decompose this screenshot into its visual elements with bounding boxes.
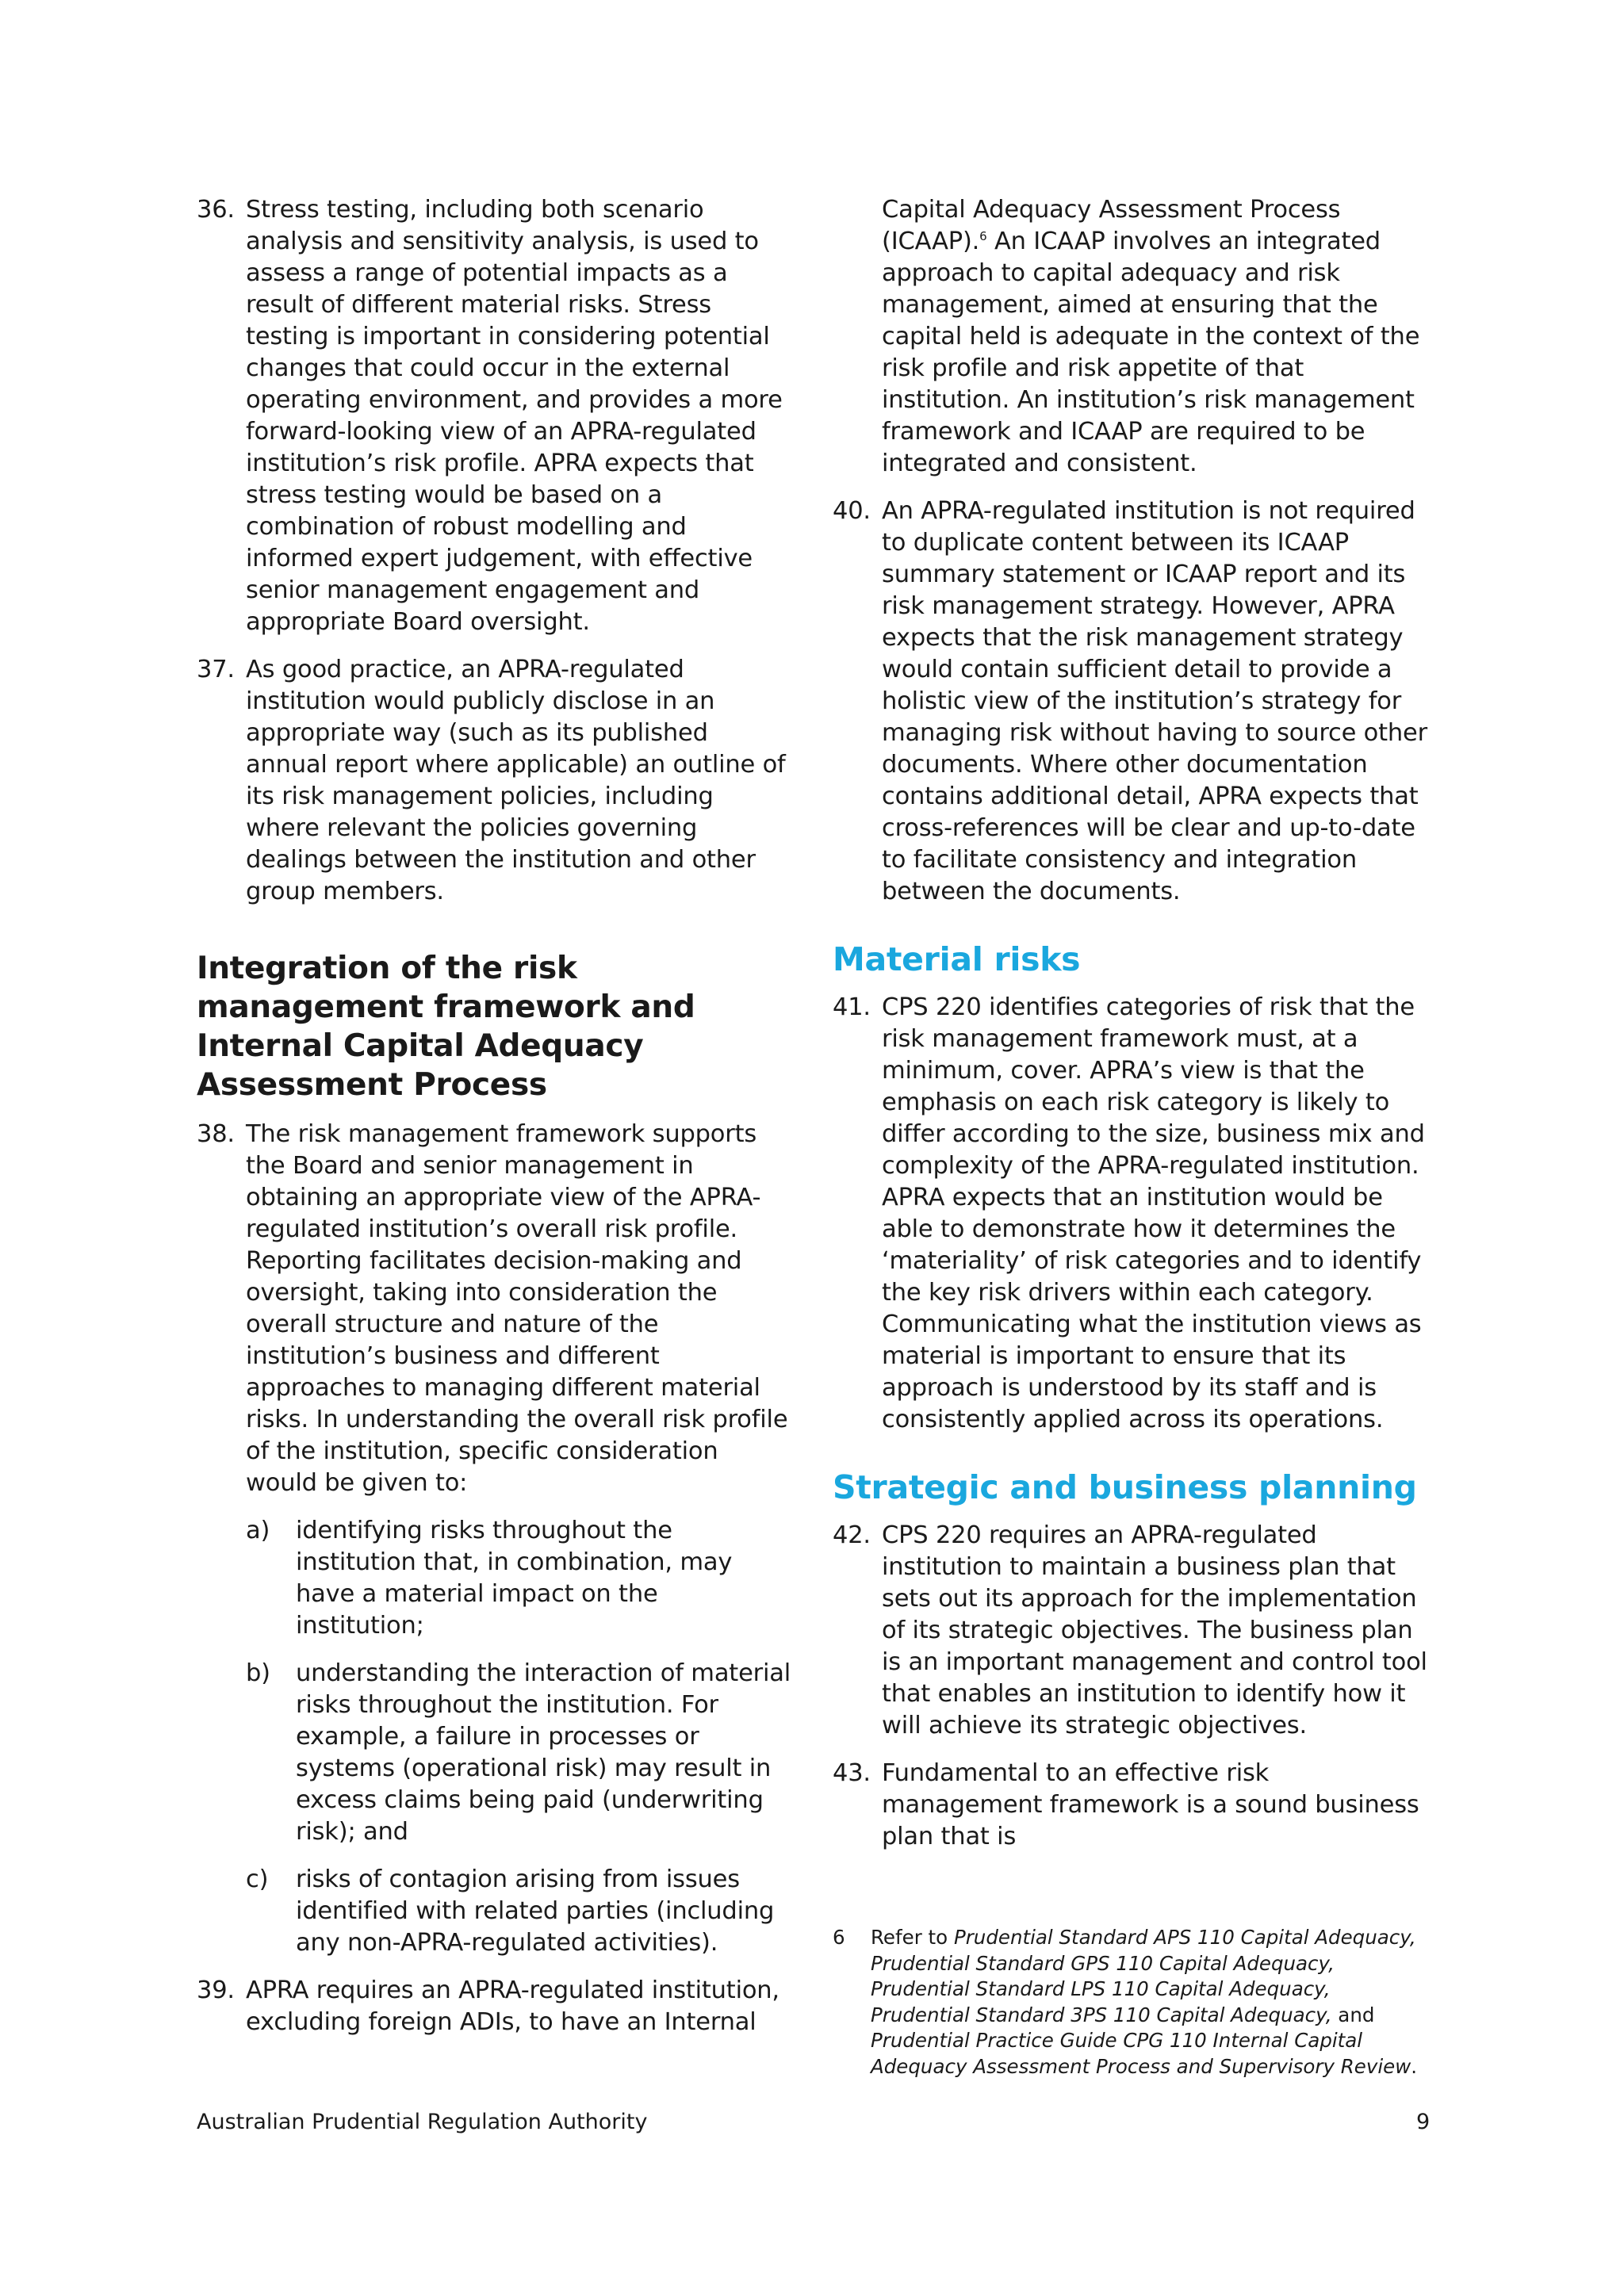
sub-item-text: risks of contagion arising from issues identified with related parties (including any non-APRA-regulated activities).	[296, 1866, 775, 1957]
paragraph-text: CPS 220 requires an APRA-regulated institution to maintain a business plan that sets out its approach for the implementation of its strategic objectives. The business plan is an important management and control tool that enables an institution to identify how it will achieve its strategic objectives.	[882, 1521, 1427, 1739]
paragraph-text: An APRA-regulated institution is not required to duplicate content between its ICAAP summary statement or ICAAP report and its risk management strategy. However, APRA expects that the risk management strategy would contain sufficient detail to provide a holistic view of the institution’s strategy for managing risk without having to source other documents. Where other documentation contains additional detail, APRA expects that cross-references will be clear and up-to-date to facilitate consistency and integration between the documents.	[882, 497, 1427, 905]
paragraph-number: 41.	[833, 993, 871, 1021]
sub-item-label: c)	[246, 1866, 269, 1893]
sub-item-label: a)	[246, 1517, 270, 1544]
paragraph-number: 38.	[197, 1120, 235, 1148]
footnote-number: 6	[833, 1926, 845, 1949]
sub-item-text: identifying risks throughout the institution that, in combination, may have a material impact on the institution;	[296, 1517, 733, 1640]
sub-item-b	[197, 1658, 793, 1848]
paragraph-42	[833, 1520, 1429, 1742]
footnote-practice-guide: Prudential Practice Guide CPG 110 Internal Capital Adequacy Assessment Process and Supervisory Review	[871, 2029, 1411, 2078]
paragraph-38	[197, 1119, 793, 1499]
section-heading-strategic-planning: Strategic and business planning	[833, 1468, 1417, 1506]
paragraph-36	[197, 194, 793, 638]
right-column	[833, 194, 1429, 1869]
paragraph-39-continued	[833, 194, 1429, 480]
paragraph-number: 36.	[197, 196, 235, 224]
paragraph-text: APRA requires an APRA-regulated institution, excluding foreign ADIs, to have an Internal	[246, 1976, 779, 2036]
paragraph-text-continued: An ICAAP involves an integrated approach to capital adequacy and risk management, aimed at ensuring that the capital held is adequate in the context of the risk profile and risk appetite of that institution. An institution’s risk management framework and ICAAP are required to be integrated and consistent.	[882, 228, 1420, 477]
footnote-end: .	[1411, 2054, 1418, 2078]
paragraph-number: 39.	[197, 1976, 235, 2004]
paragraph-39	[197, 1975, 793, 2038]
paragraph-text: Stress testing, including both scenario analysis and sensitivity analysis, is used to assess a range of potential impacts as a result of different material risks. Stress testing is important in considering potential changes that could occur in the external operating environment, and provides a more forward-looking view of an APRA-regulated institution’s risk profile. APRA expects that stress testing would be based on a combination of robust modelling and informed expert judgement, with effective senior management engagement and appropriate Board oversight.	[246, 196, 783, 636]
section-heading-integration: Integration of the risk management framework and Internal Capital Adequacy Assessment Process	[197, 951, 695, 1103]
footnote-text	[833, 1925, 1435, 2080]
paragraph-37	[197, 654, 793, 908]
footnote-refer: Refer to	[871, 1926, 954, 1949]
paragraph-number: 40.	[833, 497, 871, 525]
sub-item-label: b)	[246, 1659, 270, 1687]
footer-organisation: Australian Prudential Regulation Authority	[197, 2110, 648, 2134]
paragraph-43	[833, 1758, 1429, 1853]
paragraph-text: Capital Adequacy Assessment Process (ICAAP).	[882, 196, 1341, 255]
paragraph-text: Fundamental to an effective risk management framework is a sound business plan that is	[882, 1759, 1419, 1850]
footnote-and: and	[1331, 2003, 1375, 2026]
paragraph-41	[833, 992, 1429, 1436]
sub-item-text: understanding the interaction of material risks throughout the institution. For example, a failure in processes or systems (operational risk) may result in excess claims being paid (underwriting risk); and	[296, 1659, 791, 1846]
section-heading-material-risks: Material risks	[833, 940, 1081, 978]
footnote-reference: 6	[979, 228, 987, 243]
page-number: 9	[1416, 2110, 1431, 2134]
sub-item-c	[197, 1864, 793, 1959]
paragraph-text: The risk management framework supports the Board and senior management in obtaining an appropriate view of the APRA-regulated institution’s overall risk profile. Reporting facilitates decision-making and oversight, taking into consideration the overall structure and nature of the institution’s business and different approaches to managing different material risks. In understanding the overall risk profile of the institution, specific consideration would be given to:	[246, 1120, 788, 1497]
footnote-6	[833, 1925, 1435, 2080]
paragraph-40	[833, 496, 1429, 908]
paragraph-text: As good practice, an APRA-regulated institution would publicly disclose in an appropriate way (such as its published annual report where applicable) an outline of its risk management policies, including where relevant the policies governing dealings between the institution and other group members.	[246, 656, 786, 905]
footnote-standards: Prudential Standard APS 110 Capital Adequacy, Prudential Standard GPS 110 Capital Adequacy, Prudential Standard LPS 110 Capital Adequacy, Prudential Standard 3PS 110 Capital Adequacy,	[871, 1926, 1416, 2026]
paragraph-number: 42.	[833, 1521, 871, 1549]
left-column	[197, 194, 793, 2054]
paragraph-number: 37.	[197, 656, 235, 683]
paragraph-text: CPS 220 identifies categories of risk that the risk management framework must, at a minimum, cover. APRA’s view is that the emphasis on each risk category is likely to differ according to the size, business mix and complexity of the APRA-regulated institution. APRA expects that an institution would be able to demonstrate how it determines the ‘materiality’ of risk categories and to identify the key risk drivers within each category. Communicating what the institution views as material is important to ensure that its approach is understood by its staff and is consistently applied across its operations.	[882, 993, 1425, 1433]
paragraph-number: 43.	[833, 1759, 871, 1787]
sub-item-a	[197, 1515, 793, 1642]
